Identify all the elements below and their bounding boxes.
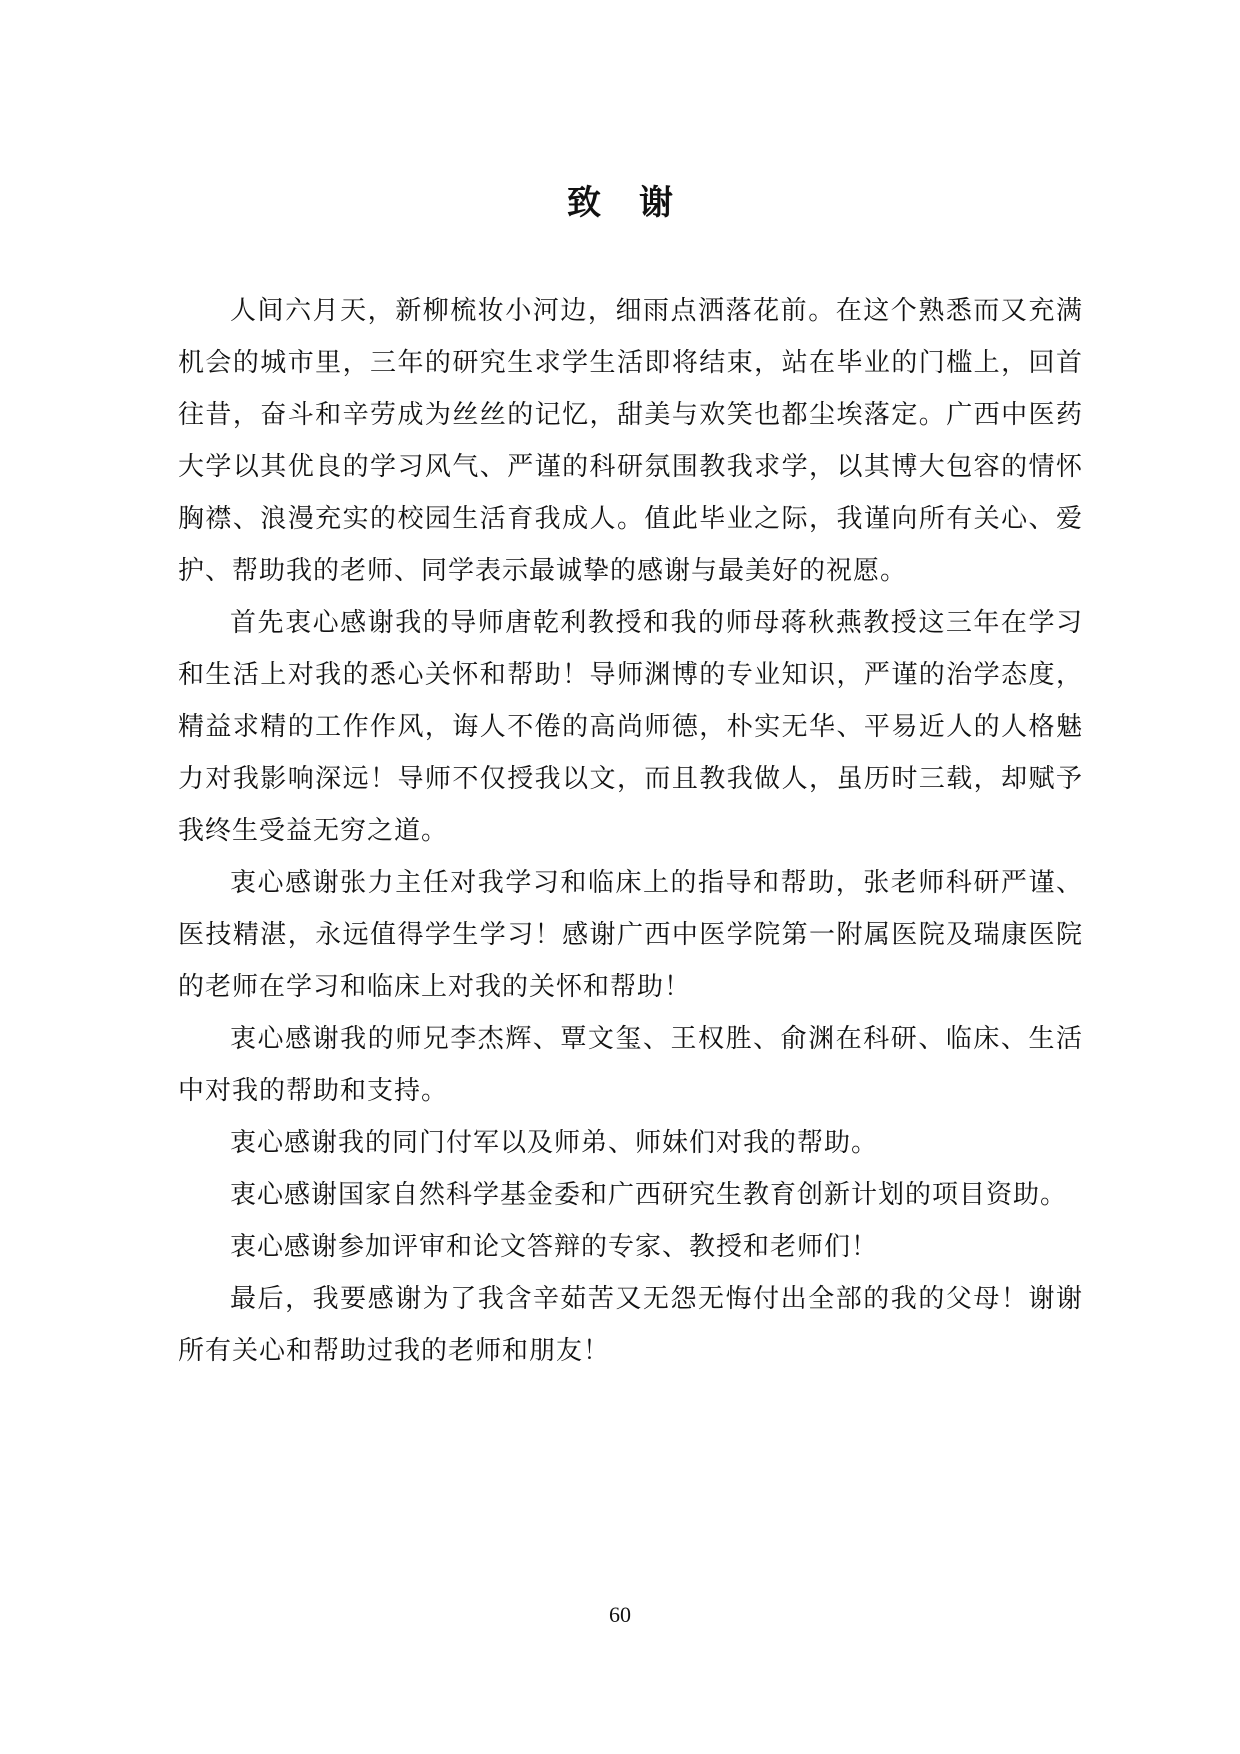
page-title: 致谢 (567, 183, 711, 223)
paragraph-8: 最后，我要感谢为了我含辛茹苦又无怨无悔付出全部的我的父母！谢谢所有关心和帮助过我的老师和朋友！ (178, 1284, 1083, 1366)
paragraph-4: 衷心感谢我的师兄李杰辉、覃文玺、王权胜、俞渊在科研、临床、生活中对我的帮助和支持。 (178, 1024, 1083, 1106)
paragraph-2: 首先衷心感谢我的导师唐乾利教授和我的师母蒋秋燕教授这三年在学习和生活上对我的悉心关怀和帮助！导师渊博的专业知识，严谨的治学态度，精益求精的工作作风，诲人不倦的高尚师德，朴实无华、平易近人的人格魅力对我影响深远！导师不仅授我以文，而且教我做人，虽历时三载，却赋予我终生受益无穷之道。 (178, 608, 1083, 846)
page-number: 60 (609, 1602, 631, 1627)
paragraph-5: 衷心感谢我的同门付军以及师弟、师妹们对我的帮助。 (230, 1128, 879, 1158)
acknowledgement-body (178, 285, 1083, 1377)
paragraph-7: 衷心感谢参加评审和论文答辩的专家、教授和老师们！ (230, 1232, 879, 1262)
paragraph-1: 人间六月天，新柳梳妆小河边，细雨点洒落花前。在这个熟悉而又充满机会的城市里，三年的研究生求学生活即将结束，站在毕业的门槛上，回首往昔，奋斗和辛劳成为丝丝的记忆，甜美与欢笑也都尘埃落定。广西中医药大学以其优良的学习风气、严谨的科研氛围教我求学，以其博大包容的情怀胸襟、浪漫充实的校园生活育我成人。值此毕业之际，我谨向所有关心、爱护、帮助我的老师、同学表示最诚挚的感谢与最美好的祝愿。 (178, 296, 1083, 586)
paragraph-6: 衷心感谢国家自然科学基金委和广西研究生教育创新计划的项目资助。 (230, 1180, 1068, 1210)
paragraph-3: 衷心感谢张力主任对我学习和临床上的指导和帮助，张老师科研严谨、医技精湛，永远值得学生学习！感谢广西中医学院第一附属医院及瑞康医院的老师在学习和临床上对我的关怀和帮助！ (178, 868, 1083, 1002)
